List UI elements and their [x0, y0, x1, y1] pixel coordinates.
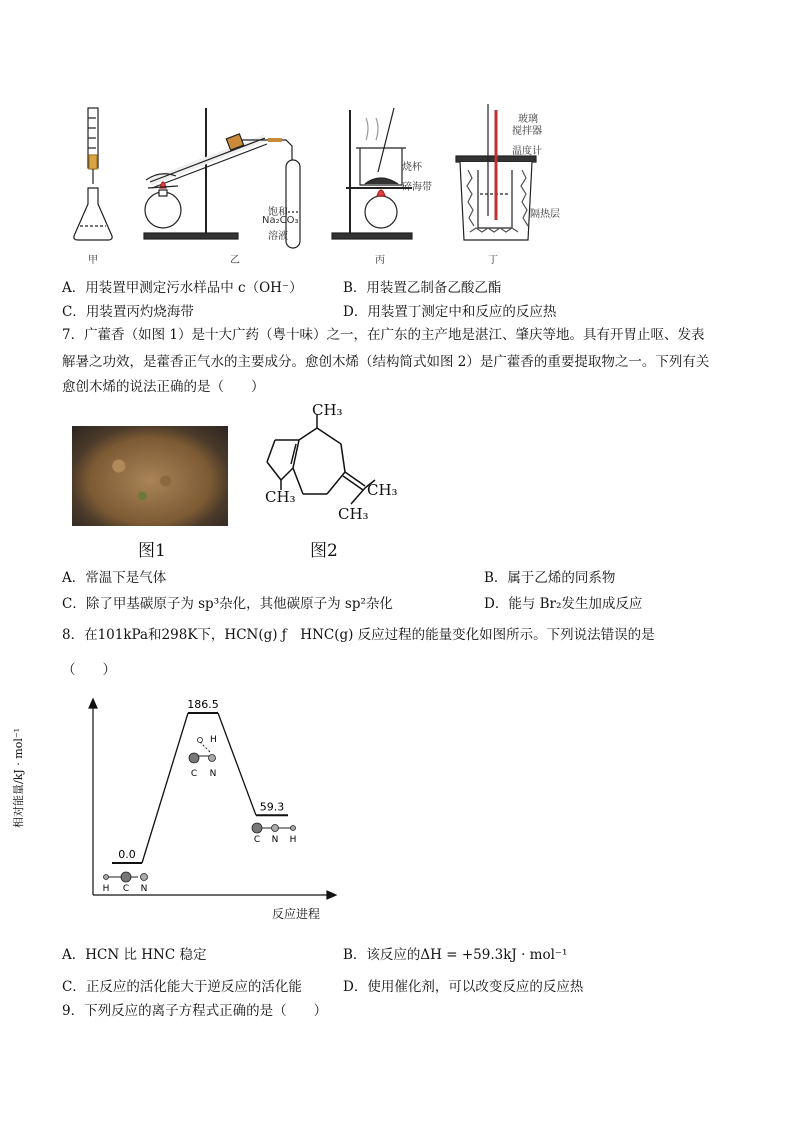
q6-option-d: D．用装置丁测定中和反应的反应热: [343, 304, 557, 320]
reactant-atom-label-2: N: [140, 884, 148, 894]
product-atom-1: [272, 825, 279, 832]
ding-stirrer-label: 搅拌器: [512, 126, 542, 137]
guaiene-structure: [255, 400, 415, 530]
figure-2-caption: 图2: [310, 541, 338, 561]
ch3-left: CH₃: [265, 488, 296, 506]
product-atom-label-1: N: [271, 835, 279, 845]
ts-atom-label-h: H: [210, 735, 217, 745]
yi-solution-2: Na₂CO₃: [262, 215, 299, 226]
q7-option-a: A．常温下是气体: [62, 570, 167, 586]
q8-paren: （ ）: [62, 662, 116, 678]
apparatus-jia: [74, 108, 112, 240]
x-axis-arrow: [327, 891, 336, 899]
apparatus-figure: [60, 100, 560, 270]
ts-atom-h: [198, 738, 203, 743]
q8-stem: 8．在101kPa和298K下，HCN(g) ƒ HNC(g) 反应过程的能量变化如图所示。下列说法错误的是: [62, 627, 655, 643]
energy-value-label-0: 0.0: [118, 848, 136, 861]
y-axis-label: 相对能量/kJ · mol⁻¹: [12, 727, 25, 828]
reactant-atom-label-0: H: [102, 884, 110, 894]
yi-solution-1: 饱和: [268, 207, 288, 218]
energy-connector-1: [218, 713, 256, 815]
label-yi: 乙: [230, 255, 240, 266]
ts-atom-label-c: C: [190, 769, 198, 779]
q7-stem-line-2: 解暑之功效，是藿香正气水的主要成分。愈创木烯（结构简式如图 2）是广藿香的重要提取物之一。下列有关: [62, 354, 710, 370]
q9-stem: 9．下列反应的离子方程式正确的是（ ）: [62, 1003, 328, 1019]
ding-insulation-label: 隔热层: [530, 209, 560, 220]
product-atom-label-0: C: [253, 835, 261, 845]
ch3-right: CH₃: [367, 481, 398, 499]
energy-diagram: [60, 690, 360, 930]
ch3-bottom: CH₃: [338, 505, 369, 523]
x-axis-label: 反应进程: [272, 907, 321, 921]
energy-value-label-1: 186.5: [187, 698, 219, 711]
ts-atom-c: [189, 753, 199, 763]
product-atom-2: [291, 826, 296, 831]
q7-stem-line-1: 7．广藿香（如图 1）是十大广药（粤十味）之一，在广东的主产地是湛江、肇庆等地。具有开胃止呕、发表: [62, 327, 705, 343]
q8-option-a: A．HCN 比 HNC 稳定: [62, 947, 207, 963]
yi-solution-3: 溶液: [268, 231, 288, 242]
figure-1-caption: 图1: [138, 541, 166, 561]
apparatus-bing: [332, 108, 412, 239]
label-bing: 丙: [375, 255, 385, 266]
reactant-atom-2: [141, 874, 148, 881]
reactant-atom-label-1: C: [122, 884, 130, 894]
product-atom-label-2: H: [289, 835, 297, 845]
q7-option-c: C．除了甲基碳原子为 sp³杂化，其他碳原子为 sp²杂化: [62, 596, 393, 612]
q8-option-d: D．使用催化剂，可以改变反应的反应热: [343, 979, 584, 995]
ch3-top: CH₃: [312, 401, 343, 419]
ts-atom-n: [209, 755, 216, 762]
bing-seaweed-label: 碎海带: [402, 182, 432, 193]
ts-atom-label-n: N: [209, 769, 217, 779]
y-axis-arrow: [89, 699, 97, 708]
patchouli-photo: [72, 426, 228, 526]
ts-dashed-bond: [200, 742, 210, 752]
q6-option-c: C．用装置丙灼烧海带: [62, 304, 194, 320]
bing-beaker-label: 烧杯: [402, 162, 422, 173]
energy-value-label-2: 59.3: [259, 800, 285, 814]
ding-glass-label: 玻璃: [518, 114, 538, 125]
label-ding: 丁: [488, 255, 498, 266]
q8-option-c: C．正反应的活化能大于逆反应的活化能: [62, 979, 302, 995]
q7-option-b: B．属于乙烯的同系物: [484, 570, 616, 586]
q6-option-b: B．用装置乙制备乙酸乙酯: [343, 280, 502, 296]
reactant-atom-1: [121, 872, 131, 882]
energy-connector-0: [142, 713, 188, 863]
q7-option-d: D．能与 Br₂发生加成反应: [484, 596, 643, 612]
ding-thermometer-label: 温度计: [512, 146, 542, 157]
product-atom-0: [252, 823, 262, 833]
label-jia: 甲: [88, 255, 98, 266]
q7-stem-line-3: 愈创木烯的说法正确的是（ ）: [62, 379, 265, 395]
q6-option-a: A．用装置甲测定污水样品中 c（OH⁻）: [62, 280, 303, 296]
reactant-atom-0: [104, 875, 109, 880]
q8-option-b: B．该反应的ΔH = +59.3kJ · mol⁻¹: [343, 947, 568, 963]
